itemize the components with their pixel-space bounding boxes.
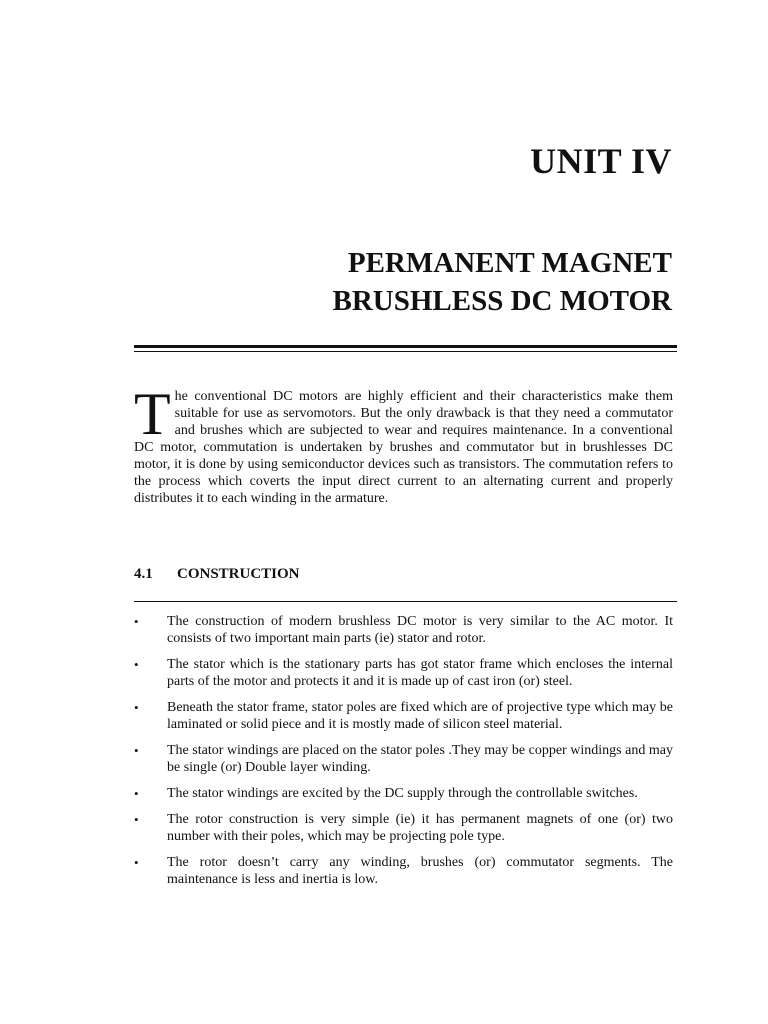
bullet-icon: • <box>134 657 139 672</box>
section-divider <box>134 601 677 602</box>
list-item-text: The stator windings are placed on the stator poles .They may be copper windings and may be single (or) Double layer winding. <box>167 743 673 775</box>
list-item-text: The construction of modern brushless DC motor is very similar to the AC motor. It consists of two important main parts (ie) stator and rotor. <box>167 614 673 646</box>
drop-cap: T <box>134 381 171 447</box>
bullet-icon: • <box>134 812 139 827</box>
bullet-icon: • <box>134 786 139 801</box>
intro-text: he conventional DC motors are highly efficient and their characteristics make them suitable for use as servomotors. But the only drawback is that they need a commutator and brushes which are subjected to wear and requires maintenance. In a conventional DC motor, commutation is undertaken by brushes and commutator but in brushlesses DC motor, it is done by using semiconductor devices such as transistors. The commutation refers to the process which coverts the input direct current to an alternating current and properly distributes it to each winding in the armature. <box>134 389 673 506</box>
list-item <box>134 699 673 733</box>
list-item <box>134 742 673 776</box>
title-divider-thin <box>134 351 677 352</box>
list-item-text: The rotor construction is very simple (ie) it has permanent magnets of one (or) two number with their poles, which may be projecting pole type. <box>167 812 673 844</box>
chapter-title <box>333 244 673 320</box>
list-item <box>134 613 673 647</box>
list-item <box>134 656 673 690</box>
chapter-title-line-1: PERMANENT MAGNET <box>347 247 672 279</box>
intro-paragraph <box>134 381 673 507</box>
section-heading <box>134 566 300 583</box>
list-item-text: The stator windings are excited by the DC supply through the controllable switches. <box>167 786 638 801</box>
section-title: CONSTRUCTION <box>177 566 300 582</box>
list-item <box>134 854 673 888</box>
title-divider-thick <box>134 345 677 348</box>
list-item-text: The stator which is the stationary parts has got stator frame which encloses the internal parts of the motor and protects it and it is made up of cast iron (or) steel. <box>167 657 673 689</box>
bullet-icon: • <box>134 743 139 758</box>
bullet-icon: • <box>134 855 139 870</box>
construction-bullet-list <box>134 613 673 897</box>
list-item-text: The rotor doesn’t carry any winding, brushes (or) commutator segments. The maintenance is less and inertia is low. <box>167 855 673 887</box>
bullet-icon: • <box>134 614 139 629</box>
chapter-title-line-2: BRUSHLESS DC MOTOR <box>332 285 672 317</box>
list-item-text: Beneath the stator frame, stator poles are fixed which are of projective type which may be laminated or solid piece and it is mostly made of silicon steel material. <box>167 700 673 732</box>
bullet-icon: • <box>134 700 139 715</box>
list-item <box>134 785 673 802</box>
section-number: 4.1 <box>134 566 153 582</box>
unit-label: UNIT IV <box>530 141 672 181</box>
list-item <box>134 811 673 845</box>
